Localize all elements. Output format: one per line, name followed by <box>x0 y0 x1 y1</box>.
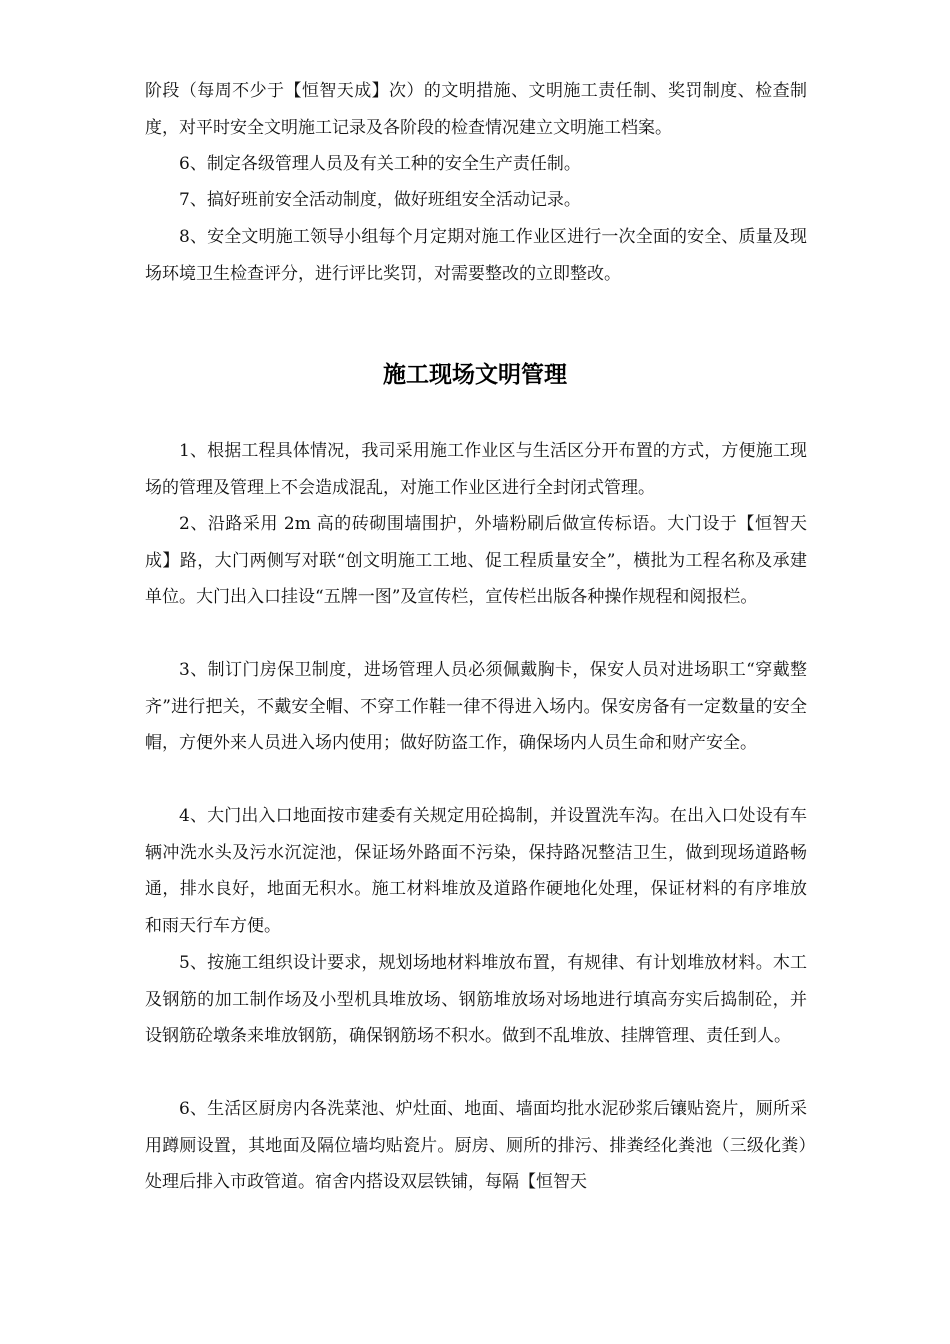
section-title: 施工现场文明管理 <box>383 362 567 388</box>
paragraph-item-8: 8、安全文明施工领导小组每个月定期对施工作业区进行一次全面的安全、质量及现场环境卫生检查评分，进行评比奖罚，对需要整改的立即整改。 <box>145 227 807 284</box>
section-paragraph-6: 6、生活区厨房内各洗菜池、炉灶面、地面、墙面均批水泥砂浆后镶贴瓷片，厕所采用蹲厕设置，其地面及隔位墙均贴瓷片。厨房、厕所的排污、排粪经化粪池（三级化粪）处理后排入市政管道。宿舍内搭设双层铁铺，每隔【恒智天 <box>145 1099 807 1193</box>
section-paragraph-1: 1、根据工程具体情况，我司采用施工作业区与生活区分开布置的方式，方便施工现场的管理及管理上不会造成混乱，对施工作业区进行全封闭式管理。 <box>145 441 807 498</box>
paragraph-item-7: 7、搞好班前安全活动制度，做好班组安全活动记录。 <box>179 190 581 210</box>
section-paragraph-2: 2、沿路采用 2m 高的砖砌围墙围护，外墙粉刷后做宣传标语。大门设于【恒智天成】路，大门两侧写对联“创文明施工工地、促工程质量安全”，横批为工程名称及承建单位。大门出入口挂设“五牌一图”及宣传栏，宣传栏出版各种操作规程和阅报栏。 <box>145 514 807 608</box>
section-paragraph-5: 5、按施工组织设计要求，规划场地材料堆放布置，有规律、有计划堆放材料。木工及钢筋的加工制作场及小型机具堆放场、钢筋堆放场对场地进行填高夯实后捣制砼，并设钢筋砼墩条来堆放钢筋，确保钢筋场不积水。做到不乱堆放、挂牌管理、责任到人。 <box>145 953 807 1047</box>
section-paragraph-4: 4、大门出入口地面按市建委有关规定用砼捣制，并设置洗车沟。在出入口处设有车辆冲洗水头及污水沉淀池，保证场外路面不污染，保持路况整洁卫生，做到现场道路畅通，排水良好，地面无积水。施工材料堆放及道路作硬地化处理，保证材料的有序堆放和雨天行车方便。 <box>145 806 807 936</box>
paragraph-continuation: 阶段（每周不少于【恒智天成】次）的文明措施、文明施工责任制、奖罚制度、检查制度，对平时安全文明施工记录及各阶段的检查情况建立文明施工档案。 <box>145 81 807 138</box>
paragraph-item-6: 6、制定各级管理人员及有关工种的安全生产责任制。 <box>179 154 581 174</box>
section-paragraph-3: 3、制订门房保卫制度，进场管理人员必须佩戴胸卡，保安人员对进场职工“穿戴整齐”进行把关，不戴安全帽、不穿工作鞋一律不得进入场内。保安房备有一定数量的安全帽，方便外来人员进入场内使用；做好防盗工作，确保场内人员生命和财产安全。 <box>145 660 807 754</box>
